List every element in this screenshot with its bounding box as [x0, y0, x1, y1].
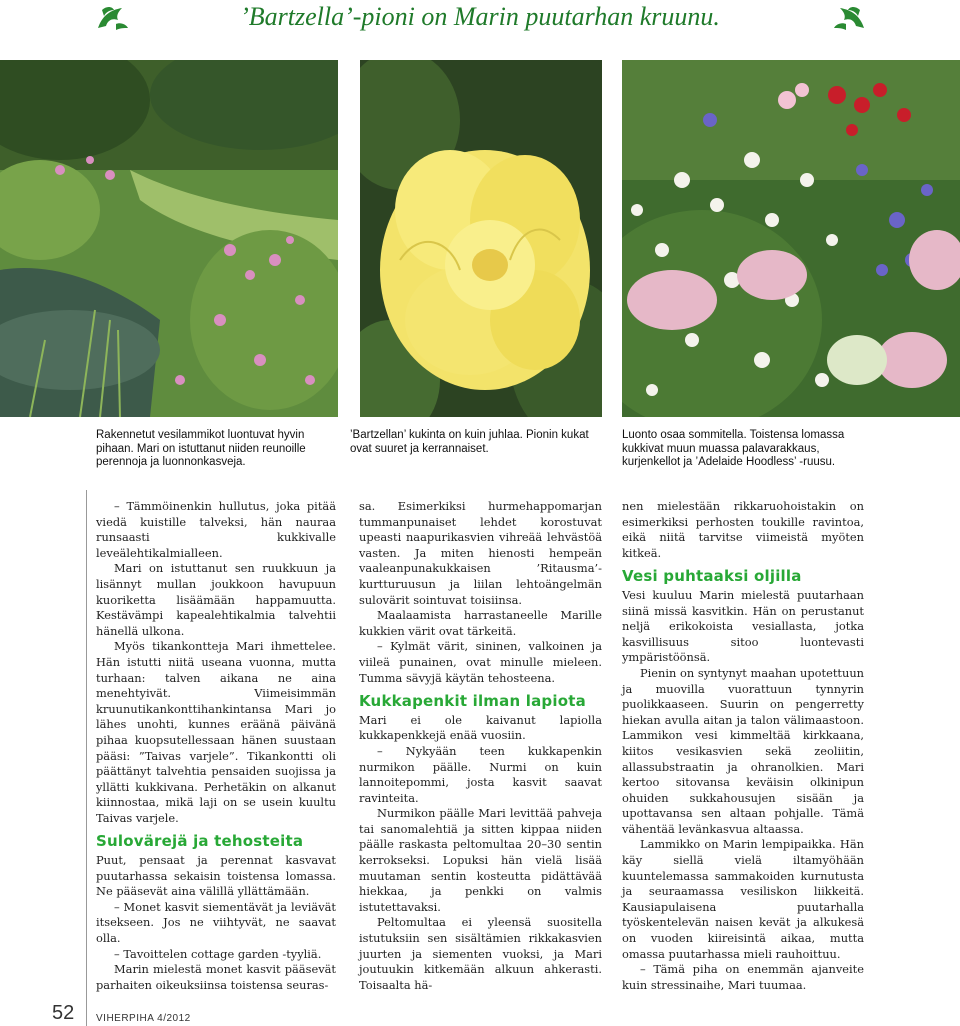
paragraph: Marin mielestä monet kasvit pääsevät parhaiten oikeuksiinsa toistensa seuras-	[96, 962, 336, 992]
margin-divider	[86, 490, 87, 1026]
section-heading: Kukkapenkit ilman lapiota	[359, 692, 586, 711]
paragraph: Mari on istuttanut sen ruukkuun ja lisännyt mullan joukkoon havupuun kuoriketta lisäämään happamuutta. Kestävämpi kapealehtikalmia talvehtii hänellä ulkona.	[96, 561, 336, 638]
paragraph: Myös tikankontteja Mari ihmettelee. Hän istutti niitä useana vuonna, mutta turhaan: talven aikana ne aina menehtyivät. Viimeisimmän kruunutikankonttihankintansa Mari jo lähes unohti, kunnes eräänä päivänä pihaa kuopsutellessaan hänen suustaan pääsi: ”Taivas varjele”. Tikankontti oli päättänyt talvehtia pensaiden suojissa ja yllätti kukkivana. Perhetäkin on alkanut kiinnostaa, mikä laji on se usein kuultu Taivas varjele.	[96, 639, 336, 825]
paragraph: Peltomultaa ei yleensä suositella istutuksiin sen sisältämien rikkakasvien juurten ja siementen vuoksi, ja Mari joutuukin kitkemään alkuun ahkerasti. Toisaalta hä-	[359, 915, 602, 992]
paragraph: – Tavoittelen cottage garden -tyyliä.	[114, 946, 322, 961]
yellow-peony-photo	[360, 60, 602, 417]
paragraph: – Tämä piha on enemmän ajanveite kuin stressinaihe, Mari tuumaa.	[622, 962, 864, 992]
photo-caption-3: Luonto osaa sommitella. Toistensa lomassa kukkivat muun muassa palavarakkaus, kurjenkellot ja ’Adelaide Hoodless’ -ruusu.	[622, 429, 845, 468]
paragraph: Lammikko on Marin lempipaikka. Hän käy siellä vielä iltamyöhään kuuntelemassa sammakoiden kurnutusta ja seuraamassa vesiliskon liikkeitä. Kausiapulaisena puutarhalla työskentelevän naisen kevät ja alkukesä on vuoden kiireisintä aikaa, mutta omassa puutarhassa mieli rauhoittuu.	[622, 837, 864, 961]
leaf-ornament-icon	[92, 2, 132, 34]
section-heading: Vesi puhtaaksi oljilla	[622, 567, 802, 586]
paragraph: – Kylmät värit, sininen, valkoinen ja viileä punainen, ovat minulle mieleen. Tumma sävyjä käytän tehosteena.	[359, 639, 602, 685]
paragraph: Pienin on syntynyt maahan upotettuun ja muovilla vuorattuun tynnyrin puolikkaaseen. Suurin on pengerretty hiekan avulla aitan ja talon välimaastoon. Lammikon vesi kimmeltää kirkkaana, kiitos vesikasvien sekä zeoliitin, allassubstraatin ja ohranolkien. Mari kertoo sitovansa keväisin olkinipun ohuiden sukkahousujen sisään ja upottavansa sen altaan pohjalle. Tämä vähentää levänkasvua altaassa.	[622, 665, 864, 836]
article-column-2	[359, 499, 602, 993]
paragraph: – Monet kasvit siementävät ja leviävät itsekseen. Jos ne viihtyvät, ne saavat olla.	[96, 899, 336, 946]
paragraph: Vesi kuuluu Marin mielestä puutarhaan siinä missä kasvitkin. Hän on perustanut neljä erikokoista vesiallasta, jotka kasvillisuus sitoo luontevasti ympäristöönsä.	[622, 587, 864, 665]
paragraph: Maalaamista harrastaneelle Marille kukkien värit ovat tärkeitä.	[359, 608, 602, 638]
paragraph: nen mielestään rikkaruohoistakin on esimerkiksi perhosten toukille ravintoa, eikä niitä tarvitse viimeistä myöten kitkeä.	[622, 499, 864, 560]
article-column-1	[96, 499, 336, 993]
paragraph: – Tämmöinenkin hullutus, joka pitää viedä kuistille talveksi, hän nauraa runsaasti kukkivalle leveälehtikalmialleen.	[96, 499, 336, 560]
leaf-ornament-icon	[830, 2, 870, 34]
paragraph: Puut, pensaat ja perennat kasvavat puutarhassa sekaisin toistensa lomassa. Ne pääsevät aina välillä yllättämään.	[96, 853, 336, 899]
paragraph: Nurmikon päälle Mari levittää pahveja tai sanomalehtiä ja sitten kippaa niiden päälle raskasta peltomultaa 20–30 sentin kerrokseksi. Lopuksi hän vielä lisää muutaman sentin kosteutta pidättävää hiekkaa, ja penkki on valmis istutettavaksi.	[359, 806, 602, 914]
paragraph: Mari ei ole kaivanut lapiolla kukkapenkkejä enää vuosiin.	[359, 712, 602, 743]
photo-caption-1: Rakennetut vesilammikot luontuvat hyvin pihaan. Mari on istuttanut niiden reunoille perennoja ja luonnonkasveja.	[96, 429, 306, 468]
section-heading: Sulovärejä ja tehosteita	[96, 832, 304, 851]
magazine-footer: VIHERPIHA 4/2012	[96, 1013, 191, 1024]
paragraph: sa. Esimerkiksi hurmehappomarjan tummanpunaiset lehdet korostuvat upeasti naapurikasvien vihreää lehvästöä vasten. Ja miten hienosti hempeän vaaleanpunakukkaisen ’Ritausma’-kurtturuusun ja liilan lehtoängelmän sulovärit sointuvat toisiinsa.	[359, 499, 602, 607]
page-number: 52	[52, 1002, 75, 1024]
garden-pond-photo	[0, 60, 338, 417]
page-title: ’Bartzella’-pioni on Marin puutarhan kruunu.	[240, 2, 720, 31]
photo-caption-2: ’Bartzellan’ kukinta on kuin juhlaa. Pionin kukat ovat suuret ja kerrannaiset.	[350, 429, 589, 455]
flower-meadow-photo	[622, 60, 960, 417]
paragraph: – Nykyään teen kukkapenkin nurmikon päälle. Nurmi on kuin lannoitepommi, josta kasvit saavat ravinteita.	[359, 743, 602, 805]
article-column-3	[622, 499, 864, 993]
